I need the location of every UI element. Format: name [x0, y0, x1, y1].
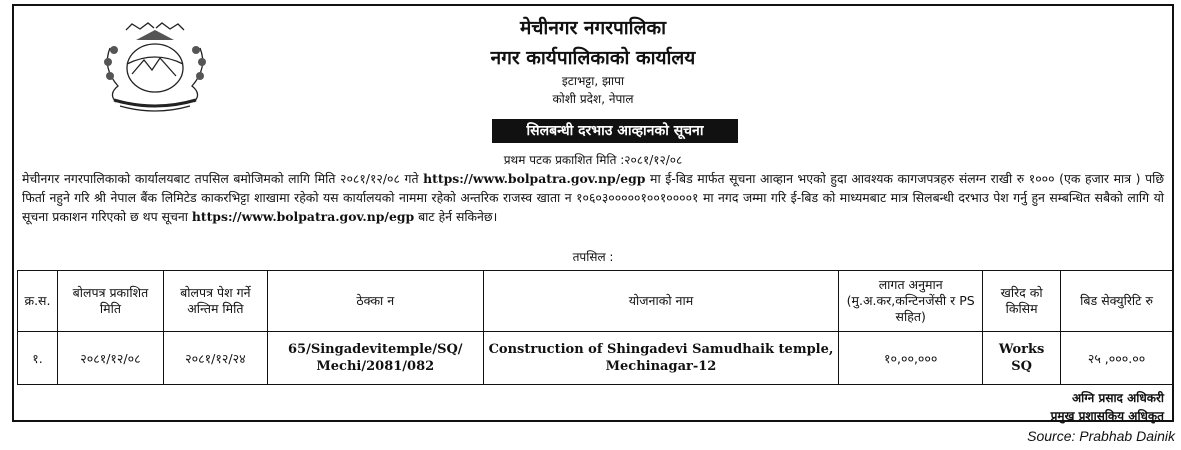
contract-no-line1: 65/Singadevitemple/SQ/	[288, 342, 463, 357]
cell-deadline: २०८१/१२/२४	[163, 332, 267, 385]
cell-bid-security: २५ ,०००.००	[1061, 332, 1173, 385]
table-header-row	[18, 271, 1173, 332]
procure-line1: Works	[998, 342, 1045, 357]
cell-contract-no	[267, 332, 483, 385]
schedule-label: तपसिल :	[572, 250, 614, 264]
table-row	[18, 332, 1173, 385]
egp-link[interactable]: https://www.bolpatra.gov.np/egp	[423, 171, 646, 186]
col-header-contract-no: ठेक्का न	[267, 271, 483, 332]
egp-link-2[interactable]: https://www.bolpatra.gov.np/egp	[191, 209, 415, 224]
bid-details-table	[17, 270, 1173, 385]
body-text-part1: मेचीनगर नगरपालिकाको कार्यालयबाट तपसिल बमोजिमको लागि मिति २०८१/१२/०८ गते	[22, 171, 424, 186]
body-text-part3: बाट हेर्न सकिनेछ।	[414, 209, 498, 224]
col-header-deadline: बोलपत्र पेश गर्ने अन्तिम मिति	[163, 271, 267, 332]
cell-cost-estimate: १०,००,०००	[839, 332, 983, 385]
cell-procurement-type	[983, 332, 1061, 385]
source-credit: Source: Prabhab Dainik	[1027, 428, 1175, 444]
cost-header-line2: (मु.अ.कर,कन्टिनजेंसी र PS सहित)	[846, 293, 975, 324]
cell-publish-date: २०८१/१२/०८	[57, 332, 163, 385]
notice	[12, 4, 1174, 422]
office-location: इटाभट्टा, झापा	[561, 74, 625, 88]
body-text-part2: मा ई-बिड मार्फत सूचना आव्हान भएको हुदा आवश्यक कागजपत्रहरु संलग्न राखी रु १००० (एक हजार मात्र ) पछि फिर्ता नहुने गरि श्री नेपाल बैंक लिमिटेड काकरभिट्टा शाखामा रहेको यस कार्यालयको नाममा रहेको अन्तरिक राजस्व खाता न १०६०३०००००१००१००००१ मा नगद जम्मा गरि ई-बिड को माध्यमबाट मात्र सिलबन्धी दरभाउ पेश गर्नु हुन सम्बन्धित सबैको लागि यो सूचना प्रकाशन गरिएको छ थप सूचना	[22, 171, 1165, 224]
notice-title: सिलबन्धी दरभाउ आव्हानको सूचना	[492, 119, 738, 143]
contract-no-line2: Mechi/2081/082	[316, 359, 435, 374]
col-header-cost-estimate	[839, 271, 983, 332]
cost-header-line1: लागत अनुमान	[878, 277, 943, 292]
col-header-publish-date: बोलपत्र प्रकाशित मिति	[57, 271, 163, 332]
col-header-project-name: योजनाको नाम	[483, 271, 838, 332]
first-published-date: प्रथम पटक प्रकाशित मिति :२०८१/१२/०८	[503, 153, 683, 167]
office-province: कोशी प्रदेश, नेपाल	[552, 92, 634, 106]
procure-line2: SQ	[1011, 359, 1032, 374]
office-subtitle: नगर कार्यपालिकाको कार्यालय	[490, 47, 696, 69]
notice-body	[22, 169, 1164, 226]
col-header-procurement-type: खरिद को किसिम	[983, 271, 1061, 332]
col-header-sn: क्र.स.	[18, 271, 58, 332]
cell-project-name	[483, 332, 838, 385]
project-name-line2: Mechinagar-12	[605, 359, 717, 374]
signatory-designation: प्रमुख प्रशासकिय अधिकृत	[1050, 409, 1164, 423]
cell-sn: १.	[18, 332, 58, 385]
col-header-bid-security: बिड सेक्युरिटि रु	[1061, 271, 1173, 332]
signatory-name: अग्नि प्रसाद अधिकरी	[1072, 391, 1164, 405]
office-name: मेचीनगर नगरपालिका	[519, 17, 667, 39]
project-name-line1: Construction of Shingadevi Samudhaik temple,	[488, 342, 834, 357]
